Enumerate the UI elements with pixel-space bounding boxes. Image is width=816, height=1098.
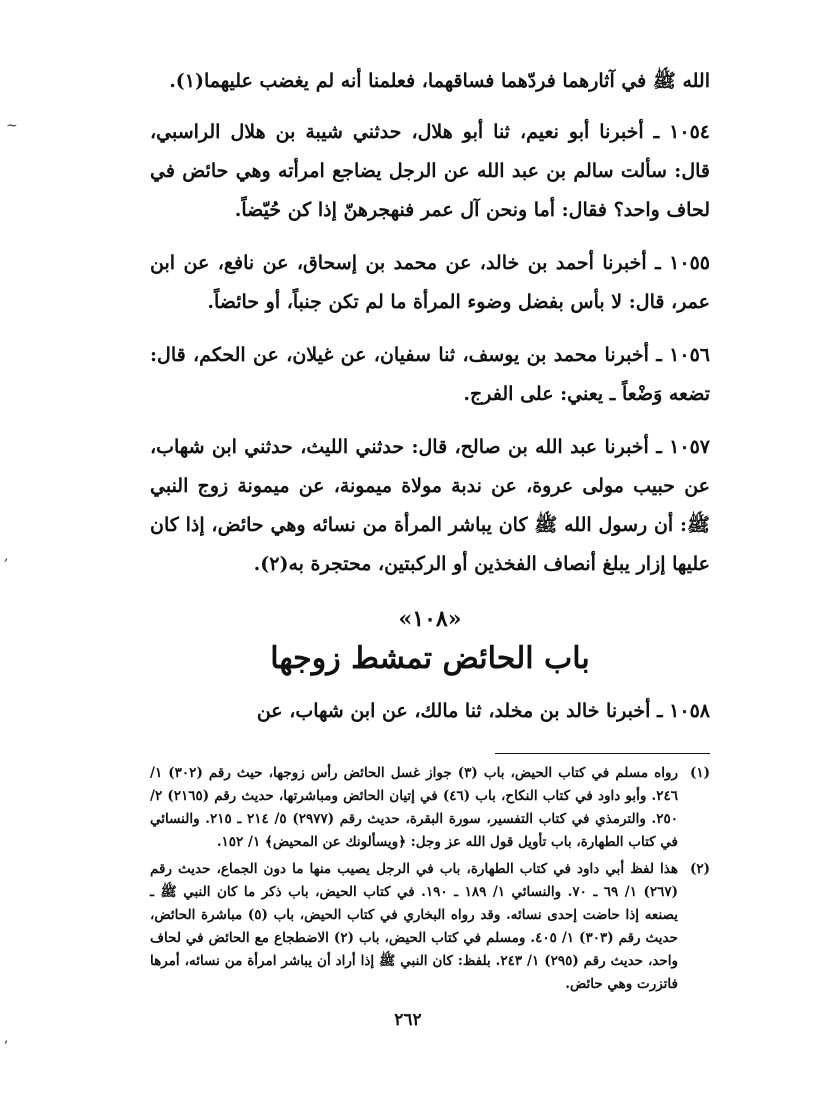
footnote-text: هذا لفظ أبي داود في كتاب الطهارة، باب في الرجل يصيب منها ما دون الجماع، حديث رقم (٢٦٧) ١/ ٦٩ ـ ٧٠. والنسائي ١/ ١٨٩ ـ ١٩٠. في كتاب الحيض، باب ذكر ما كان النبي ﷺ ـ يصنعه إذا حاضت إحدى نسائه. وقد رواه البخاري في كتاب الحيض، باب (٥) مباشرة الحائض، حديث رقم (٣٠٣) ١/ ٤٠٥. ومسلم في كتاب الحيض، باب (٢) الاضطجاع مع الحائض في لحاف واحد، حديث رقم (٢٩٥) ١/ ٢٤٣. بلفظ: كان النبي ﷺ إذا أراد أن يباشر امرأة من نسائه، أمرها فاتزرت وهي حائض. <box>150 861 678 992</box>
footnote-1 <box>150 762 710 854</box>
hadith-1055: ١٠٥٥ ـ أخبرنا أحمد بن خالد، عن محمد بن إسحاق، عن نافع، عن ابن عمر، قال: لا بأس بفضل وضوء المرأة ما لم تكن جنباً، أو حائضاً. <box>150 252 710 313</box>
page-body <box>150 62 710 1000</box>
footnote-divider <box>495 753 710 754</box>
hadith-1057: ١٠٥٧ ـ أخبرنا عبد الله بن صالح، قال: حدثني الليث، حدثني ابن شهاب، عن حبيب مولى عروة، عن ندبة مولاة ميمونة، عن ميمونة زوج النبي ﷺ: أن رسول الله ﷺ كان يباشر المرأة من نسائه وهي حائض، إذا كان عليها إزار يبلغ أنصاف الفخذين أو الركبتين، محتجرة به(٢). <box>150 436 710 575</box>
footnote-2 <box>150 858 710 996</box>
footnote-number: (١) <box>689 765 710 781</box>
margin-mark-bottom: , <box>4 1030 9 1046</box>
hadith-1054: ١٠٥٤ ـ أخبرنا أبو نعيم، ثنا أبو هلال، حدثني شيبة بن هلال الراسبي، قال: سألت سالم بن عبد الله عن الرجل يضاجع امرأته وهي حائض في لحاف واحد؟ فقال: أما ونحن آل عمر فنهجرهنّ إذا كن حُيّضاً. <box>150 121 710 221</box>
footnote-number: (٢) <box>689 861 710 877</box>
chapter-title: باب الحائض تمشط زوجها <box>270 641 590 676</box>
hadith-1056: ١٠٥٦ ـ أخبرنا محمد بن يوسف، ثنا سفيان، عن غيلان، عن الحكم، قال: تضعه وَضْعاً ـ يعني: على الفرج. <box>150 344 710 405</box>
footnote-text: رواه مسلم في كتاب الحيض، باب (٣) جواز غسل الحائض رأس زوجها، حيث رقم (٣٠٢) ١/ ٢٤٦. وأبو داود في كتاب النكاح، باب (٤٦) في إتيان الحائض ومباشرتها، حديث رقم (٢١٦٥) ٢/ ٢٥٠. والترمذي في كتاب التفسير، سورة البقرة، حديث رقم (٢٩٧٧) ٥/ ٢١٤ ـ ٢١٥. والنسائي في كتاب الطهارة، باب تأويل قول الله عز وجل: ﴿ويسألونك عن المحيض﴾ ١/ ١٥٢. <box>150 765 679 850</box>
margin-mark-top: ~ <box>6 118 18 134</box>
page-number: ٢٦٢ <box>394 1010 422 1030</box>
chapter-number: «١٠٨» <box>398 606 462 632</box>
margin-mark-middle: , <box>4 548 9 564</box>
hadith-1058: ١٠٥٨ ـ أخبرنا خالد بن مخلد، ثنا مالك، عن ابن شهاب، عن <box>256 700 710 722</box>
paragraph-continuation: الله ﷺ في آثارهما فردّهما فساقهما، فعلمنا أنه لم يغضب عليهما(١). <box>169 70 710 92</box>
